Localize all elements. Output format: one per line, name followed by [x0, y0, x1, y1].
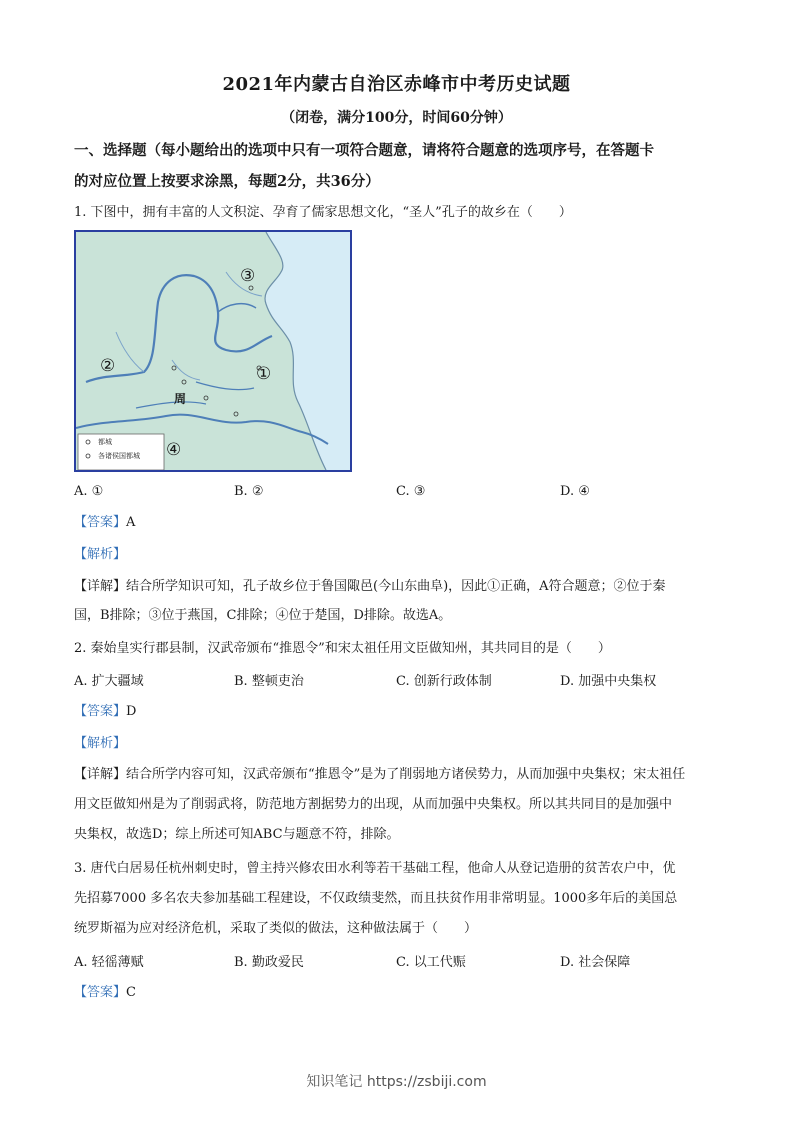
answer-tag: 【答案】 [74, 985, 127, 1000]
section-heading-line1: 一、选择题（每小题给出的选项中只有一项符合题意，请将符合题意的选项序号，在答题卡 [74, 142, 654, 159]
q3-stem-line2: 先招募7000 多名农夫参加基础工程建设，不仅政绩斐然，而且扶贫作用非常明显。1000多年后的美国总 [74, 891, 678, 906]
map-marker-4: ④ [166, 440, 182, 460]
q1-detail-line1 [74, 577, 724, 597]
q2-options [74, 670, 724, 690]
q3-options [74, 951, 724, 971]
q3-option-d: D. 社会保障 [560, 955, 631, 970]
detail-tag: 【详解】 [74, 767, 127, 782]
map-legend-capital: 都城 [98, 438, 112, 446]
detail-text: 结合所学内容可知，汉武帝颁布“推恩令”是为了削弱地方诸侯势力，从而加强中央集权；宋太祖任 [126, 767, 686, 782]
q1-map [74, 230, 352, 472]
detail-tag: 【详解】 [74, 579, 127, 594]
q1-detail-line2: 国，B排除；③位于燕国，C排除；④位于楚国，D排除。故选A。 [74, 608, 452, 623]
q3-option-b: B. 勤政爱民 [234, 955, 304, 970]
q1-option-b: B. ② [234, 484, 264, 499]
q2-detail-line2: 用文臣做知州是为了削弱武将，防范地方割据势力的出现，从而加强中央集权。所以其共同目的是加强中 [74, 797, 673, 812]
q2-detail-line3: 央集权，故选D；综上所述可知ABC与题意不符，排除。 [74, 827, 400, 842]
answer-value: A [126, 515, 136, 530]
q3-option-c: C. 以工代赈 [396, 955, 466, 970]
q2-option-c: C. 创新行政体制 [396, 674, 492, 689]
q1-option-a: A. ① [74, 484, 104, 499]
q1-options [74, 484, 724, 504]
map-legend-state-capital: 各诸侯国都城 [98, 452, 140, 460]
map-marker-1: ① [256, 364, 272, 384]
q2-analysis [74, 734, 724, 754]
q3-option-a: A. 轻徭薄赋 [74, 955, 144, 970]
q1-stem: 1. 下图中，拥有丰富的人文积淀、孕育了儒家思想文化，“圣人”孔子的故乡在（ ） [74, 205, 572, 220]
q3-stem-line3: 统罗斯福为应对经济危机，采取了类似的做法，这种做法属于（ ） [74, 921, 478, 936]
map-marker-2: ② [100, 356, 116, 376]
q1-analysis [74, 545, 724, 565]
q2-detail-line1 [74, 765, 724, 785]
answer-tag: 【答案】 [74, 704, 127, 719]
q1-answer [74, 513, 724, 533]
q2-stem: 2. 秦始皇实行郡县制，汉武帝颁布“推恩令”和宋太祖任用文臣做知州，其共同目的是（ ） [74, 641, 611, 656]
q3-stem-line1: 3. 唐代白居易任杭州刺史时，曾主持兴修农田水利等若干基础工程，他命人从登记造册的贫苦农户中，优 [74, 861, 676, 876]
page-title: 2021年内蒙古自治区赤峰市中考历史试题 [222, 74, 571, 95]
page-subtitle: （闭卷，满分100分，时间60分钟） [281, 110, 512, 126]
q1-option-c: C. ③ [396, 484, 426, 499]
answer-tag: 【答案】 [74, 515, 127, 530]
analysis-tag: 【解析】 [74, 736, 127, 751]
q2-answer [74, 702, 724, 722]
detail-text: 结合所学知识可知，孔子故乡位于鲁国陬邑(今山东曲阜)，因此①正确，A符合题意；②位于秦 [126, 579, 666, 594]
q3-answer [74, 983, 724, 1003]
answer-value: C [126, 985, 136, 1000]
map-marker-3: ③ [240, 266, 256, 286]
footer-watermark: 知识笔记 https://zsbiji.com [306, 1074, 487, 1090]
map-illustration [76, 232, 350, 470]
q1-option-d: D. ④ [560, 484, 590, 499]
q2-option-d: D. 加强中央集权 [560, 674, 657, 689]
q2-option-b: B. 整顿吏治 [234, 674, 304, 689]
section-heading-line2: 的对应位置上按要求涂黑，每题2分，共36分） [74, 173, 380, 190]
analysis-tag: 【解析】 [74, 547, 127, 562]
map-city-label: 周 [174, 392, 187, 406]
q2-option-a: A. 扩大疆域 [74, 674, 144, 689]
answer-value: D [126, 704, 137, 719]
